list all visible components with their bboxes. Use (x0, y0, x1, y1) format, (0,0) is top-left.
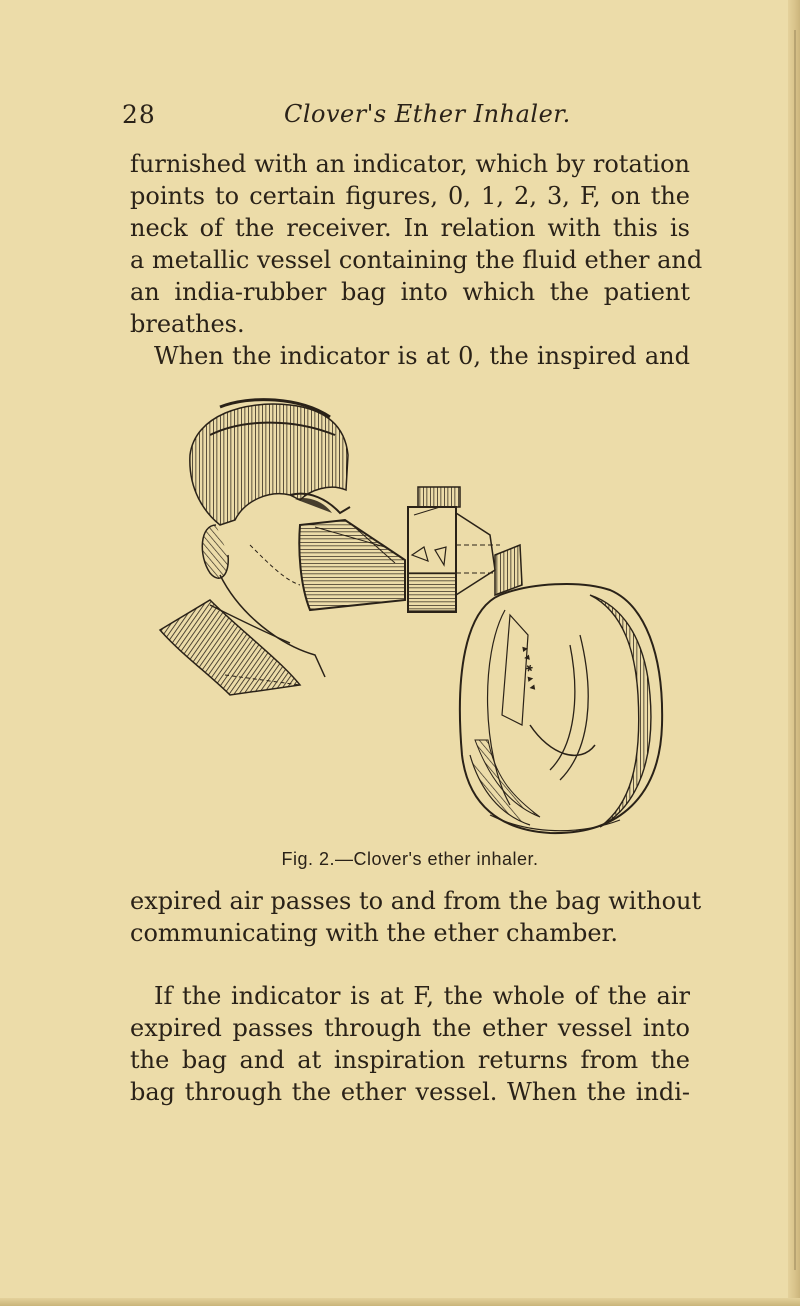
text-line: points to certain figures, 0, 1, 2, 3, F, on the (130, 182, 690, 210)
figure-caption: Fig. 2.—Clover's ether inhaler. (281, 849, 539, 869)
text-line: bag through the ether vessel. When the indi- (130, 1078, 690, 1106)
bag-lettering: ▲▼ ✱ ▲▼ (520, 643, 539, 693)
paragraph-4 (130, 980, 690, 1108)
face-piece (299, 520, 405, 610)
text-line: expired air passes to and from the bag without (130, 887, 702, 915)
text-line: When the indicator is at 0, the inspired and (154, 342, 690, 370)
page-number: 28 (122, 100, 156, 129)
ether-inhaler-illustration (150, 395, 670, 840)
text-line: furnished with an indicator, which by rotation (130, 150, 690, 178)
text-line: an india-rubber bag into which the patient (130, 278, 690, 306)
bottom-page-edge (0, 1298, 800, 1306)
paragraph-1 (130, 148, 703, 340)
text-line: breathes. (130, 310, 245, 338)
ether-bag (460, 584, 662, 833)
paragraph-2 (130, 340, 690, 372)
running-head (122, 100, 722, 140)
text-line: a metallic vessel containing the fluid ether and (130, 246, 703, 274)
text-line: expired passes through the ether vessel into (130, 1014, 690, 1042)
page-edge-shadow (794, 30, 796, 1270)
text-line: If the indicator is at F, the whole of the air (154, 982, 690, 1010)
text-line: neck of the receiver. In relation with this is (130, 214, 690, 242)
paragraph-3 (130, 885, 702, 949)
text-line: the bag and at inspiration returns from the (130, 1046, 690, 1074)
figure-ether-inhaler (150, 395, 670, 840)
page-edge (788, 0, 800, 1306)
text-line: communicating with the ether chamber. (130, 919, 619, 947)
running-title: Clover's Ether Inhaler. (284, 100, 571, 128)
